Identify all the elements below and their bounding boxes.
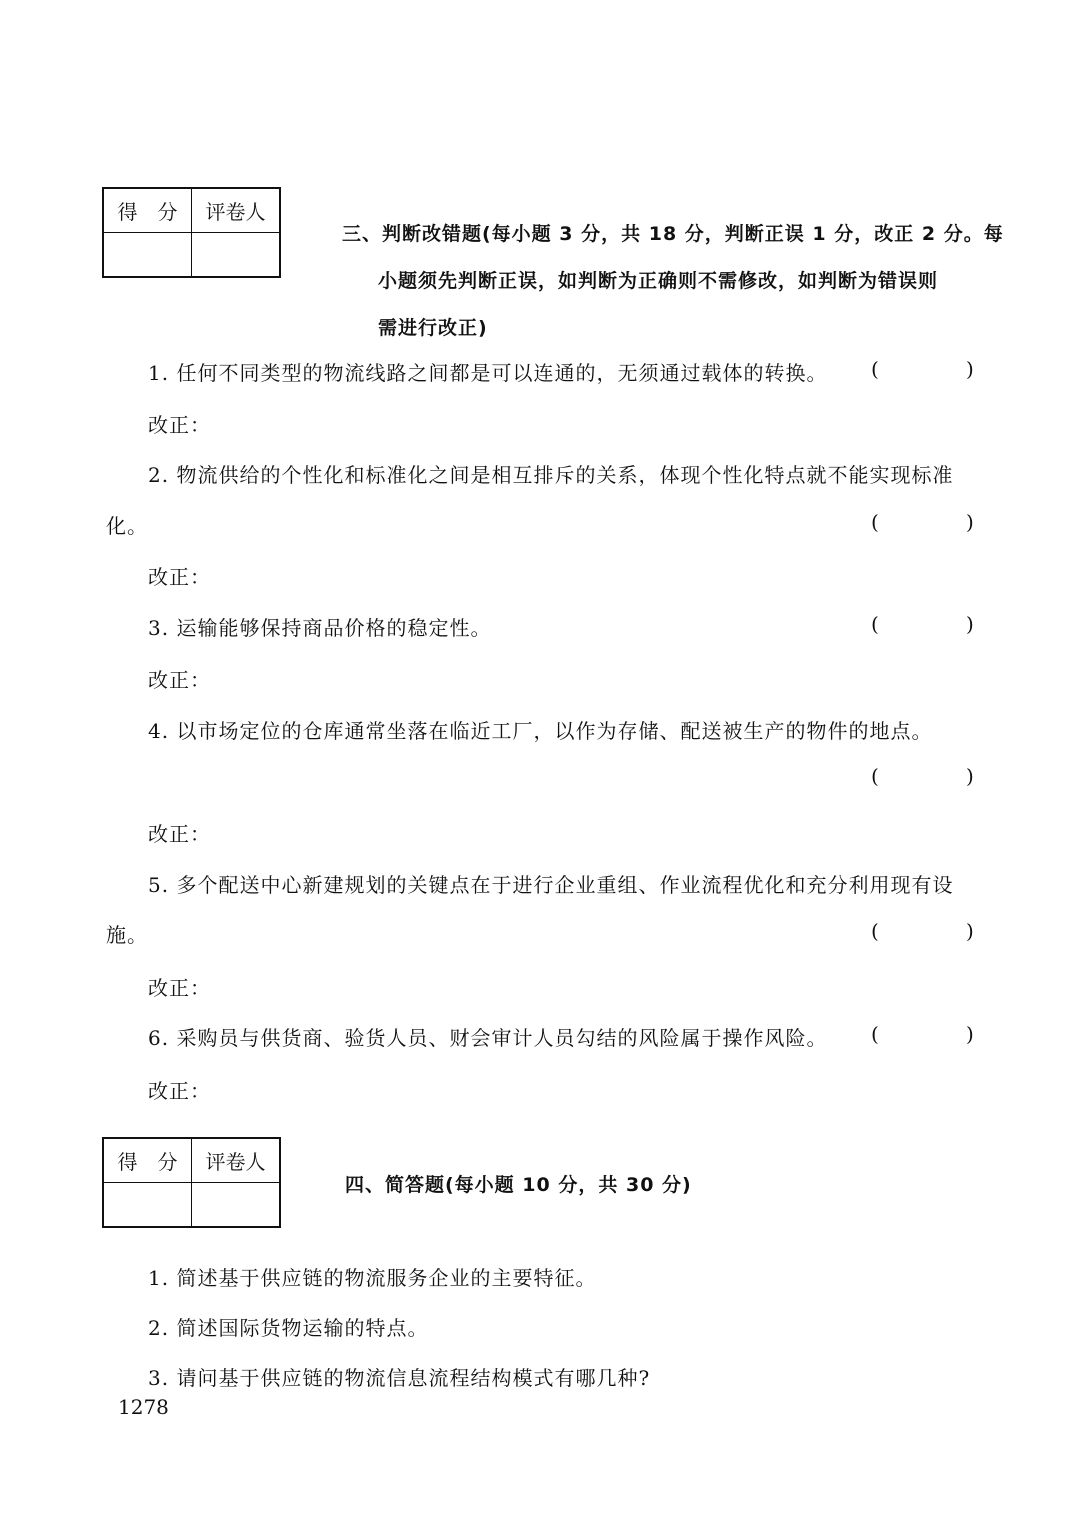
answer-paren-open-6: ( [871,1022,879,1046]
answer-paren-close-2: ) [966,510,974,534]
answer-paren-open-3: ( [871,612,879,636]
score-table-section3 [102,187,281,278]
section4-heading: 四、简答题(每小题 10 分，共 30 分) [345,1174,692,1196]
grader-cell [192,233,281,278]
correction-label-2: 改正： [148,565,211,589]
answer-paren-open-4: ( [871,764,879,788]
answer-paren-open-1: ( [871,357,879,381]
score-header: 得 分 [103,1138,192,1183]
answer-paren-open-5: ( [871,919,879,943]
section3-heading-line1: 三、判断改错题(每小题 3 分，共 18 分，判断正误 1 分，改正 2 分。每 [342,223,1004,245]
question-2: 2. 物流供给的个性化和标准化之间是相互排斥的关系，体现个性化特点就不能实现标准 [148,463,954,487]
page-number: 1278 [118,1395,169,1419]
question-6: 6. 采购员与供货商、验货人员、财会审计人员勾结的风险属于操作风险。 [148,1026,828,1050]
correction-label-4: 改正： [148,822,211,846]
section3-heading-line3: 需进行改正) [378,317,488,339]
question-3: 3. 运输能够保持商品价格的稳定性。 [148,616,492,640]
question-5: 5. 多个配送中心新建规划的关键点在于进行企业重组、作业流程优化和充分利用现有设 [148,873,954,897]
short-answer-1: 1. 简述基于供应链的物流服务企业的主要特征。 [148,1266,597,1290]
question-1: 1. 任何不同类型的物流线路之间都是可以连通的，无须通过载体的转换。 [148,361,828,385]
score-cell [103,233,192,278]
answer-paren-close-3: ) [966,612,974,636]
answer-paren-open-2: ( [871,510,879,534]
grader-cell [192,1183,281,1228]
grader-header: 评卷人 [192,188,281,233]
short-answer-2: 2. 简述国际货物运输的特点。 [148,1316,429,1340]
score-cell [103,1183,192,1228]
short-answer-3: 3. 请问基于供应链的物流信息流程结构模式有哪几种? [148,1366,651,1390]
grader-header: 评卷人 [192,1138,281,1183]
correction-label-3: 改正： [148,668,211,692]
score-header: 得 分 [103,188,192,233]
section3-heading-line2: 小题须先判断正误，如判断为正确则不需修改，如判断为错误则 [378,270,939,292]
correction-label-6: 改正： [148,1079,211,1103]
answer-paren-close-4: ) [966,764,974,788]
question-2-cont: 化。 [106,514,148,538]
correction-label-5: 改正： [148,976,211,1000]
answer-paren-close-6: ) [966,1022,974,1046]
question-4: 4. 以市场定位的仓库通常坐落在临近工厂，以作为存储、配送被生产的物件的地点。 [148,719,933,743]
correction-label-1: 改正： [148,413,211,437]
question-5-cont: 施。 [106,923,148,947]
score-table-section4 [102,1137,281,1228]
answer-paren-close-5: ) [966,919,974,943]
answer-paren-close-1: ) [966,357,974,381]
